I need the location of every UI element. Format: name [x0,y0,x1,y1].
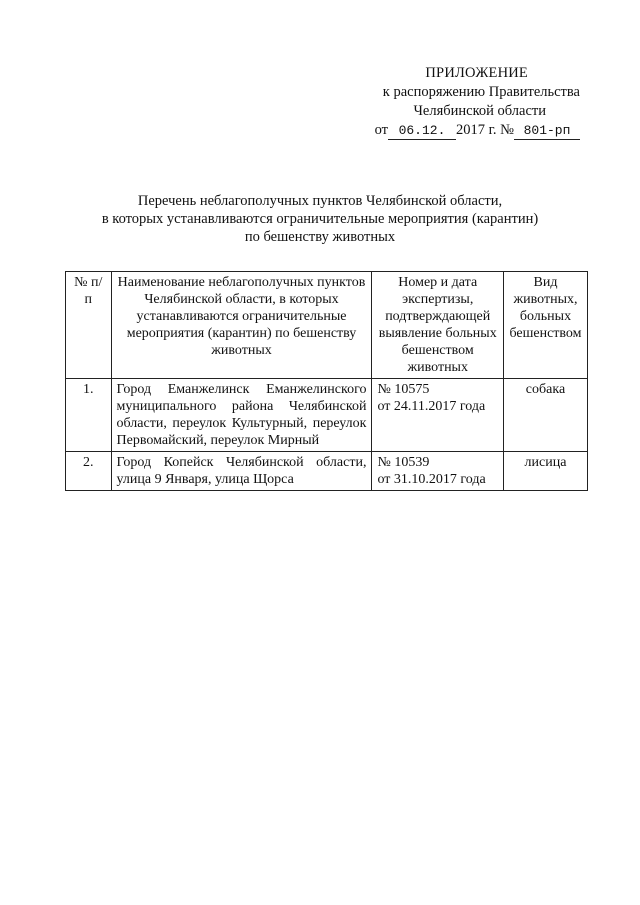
appendix-title: ПРИЛОЖЕНИЕ [425,65,528,81]
row-place: Город Еманжелинск Еманжелинского муниципального района Челябинской области, переулок Культурный, переулок Первомайский, переулок Мирный [111,379,372,452]
appendix-date-line [340,121,580,140]
heading-line-1: Перечень неблагополучных пунктов Челябинской области, [137,193,503,209]
header-exam: Номер и дата экспертизы, подтверждающей выявление больных бешенством животных [372,272,503,379]
date-prefix: от [374,122,388,138]
appendix-line-region: Челябинской области [413,103,546,119]
row-exam [372,452,503,491]
row-animal: лисица [503,452,587,491]
exam-number: № 10575 [377,382,430,397]
exam-date: от 24.11.2017 года [377,399,486,414]
header-number: № п/п [66,272,112,379]
header-place: Наименование неблагополучных пунктов Челябинской области, в которых устанавливаются ограничительные мероприятия (карантин) по бешенству животных [111,272,372,379]
header-animal: Вид животных, больных бешенством [503,272,587,379]
quarantine-table [65,271,588,491]
appendix-block [340,64,580,140]
table-header-row [66,272,588,379]
exam-date: от 31.10.2017 года [377,472,486,487]
exam-number: № 10539 [377,455,430,470]
order-number: 801-рп [514,123,580,140]
date-value: 06.12. [388,123,456,140]
table-row [66,379,588,452]
row-exam [372,379,503,452]
appendix-line-ordinance: к распоряжению Правительства [382,84,580,100]
table-row [66,452,588,491]
row-number: 1. [66,379,112,452]
heading-line-3: по бешенству животных [244,229,396,245]
row-animal: собака [503,379,587,452]
row-number: 2. [66,452,112,491]
document-heading [60,192,580,246]
year-text: 2017 г. № [455,122,514,138]
heading-line-2: в которых устанавливаются ограничительные мероприятия (карантин) [101,211,539,227]
row-place: Город Копейск Челябинской области, улица 9 Января, улица Щорса [111,452,372,491]
